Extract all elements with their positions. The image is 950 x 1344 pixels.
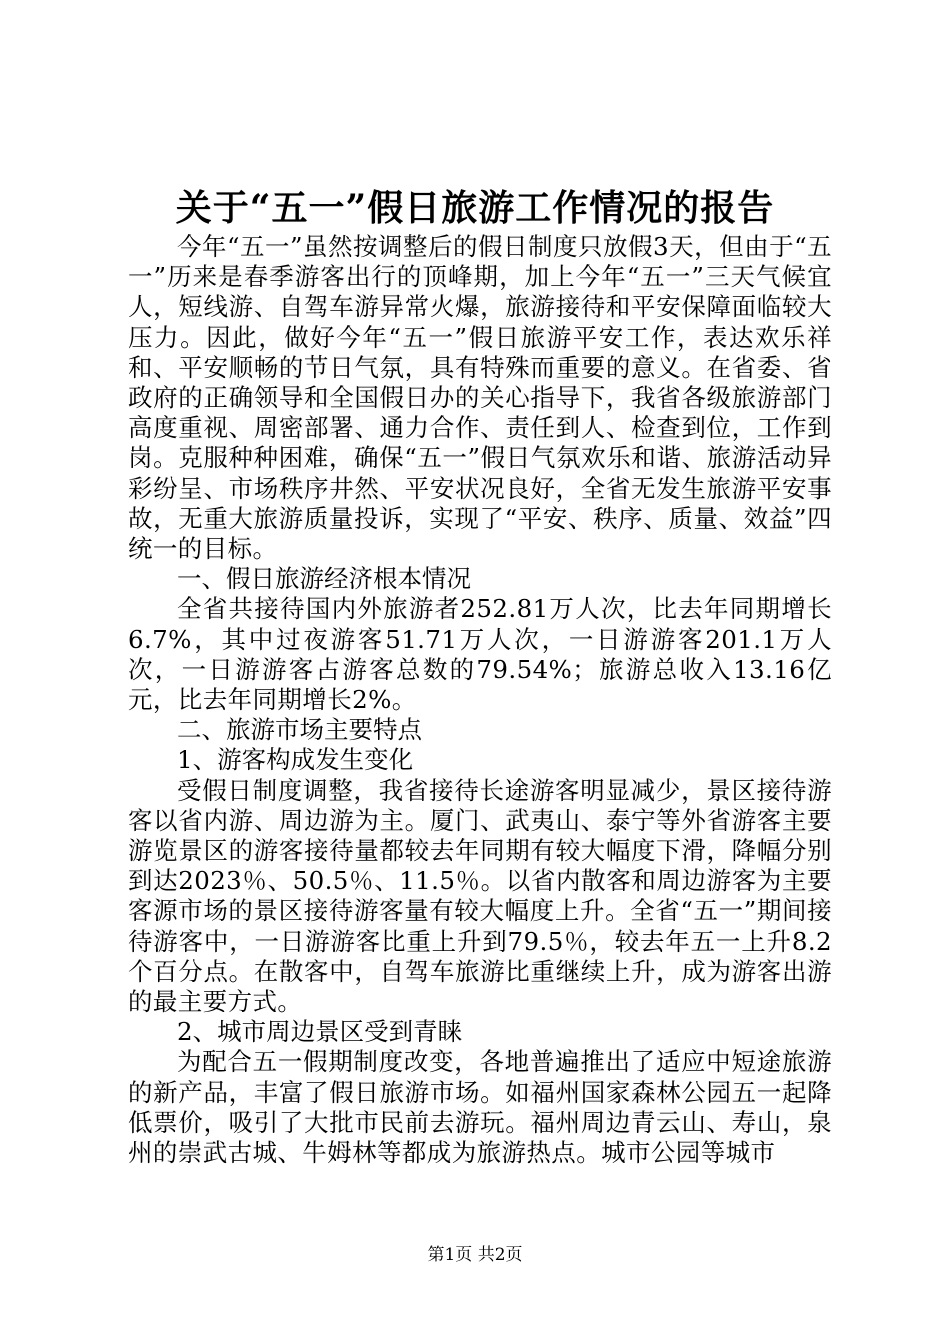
page-number-footer: 第1页 共2页 [427,1245,523,1265]
paragraph-city-scenic-spots: 为配合五一假期制度改变，各地普遍推出了适应中短途旅游的新产品，丰富了假日旅游市场。如福州国家森林公园五一起降低票价，吸引了大批市民前去游玩。福州周边青云山、寿山，泉州的崇武古城、牛姆林等都成为旅游热点。城市公园等城市 [128,1047,832,1168]
section-heading-1: 一、假日旅游经济根本情况 [177,564,471,594]
paragraph-statistics: 全省共接待国内外旅游者252.81万人次，比去年同期增长6.7%，其中过夜游客51.71万人次，一日游游客201.1万人次，一日游游客占游客总数的79.54%；旅游总收入13.16亿元，比去年同期增长2%。 [128,594,832,715]
document-title: 关于“五一”假日旅游工作情况的报告 [175,187,775,229]
paragraph-visitor-composition: 受假日制度调整，我省接待长途游客明显减少，景区接待游客以省内游、周边游为主。厦门、武夷山、泰宁等外省游客主要游览景区的游客接待量都较去年同期有较大幅度下滑，降幅分别到达2023％、50.5％、11.5％。以省内散客和周边游客为主要客源市场的景区接待游客量有较大幅度上升。全省“五一”期间接待游客中，一日游游客比重上升到79.5％，较去年五一上升8.2个百分点。在散客中，自驾车旅游比重继续上升，成为游客出游的最主要方式。 [128,775,832,1017]
paragraph-intro: 今年“五一”虽然按调整后的假日制度只放假3天，但由于“五一”历来是春季游客出行的顶峰期，加上今年“五一”三天气候宜人，短线游、自驾车游异常火爆，旅游接待和平安保障面临较大压力。因此，做好今年“五一”假日旅游平安工作，表达欢乐祥和、平安顺畅的节日气氛，具有特殊而重要的意义。在省委、省政府的正确领导和全国假日办的关心指导下，我省各级旅游部门高度重视、周密部署、通力合作、责任到人、检查到位，工作到岗。克服种种困难，确保“五一”假日气氛欢乐和谐、旅游活动异彩纷呈、市场秩序井然、平安状况良好，全省无发生旅游平安事故，无重大旅游质量投诉，实现了“平安、秩序、质量、效益”四统一的目标。 [128,232,832,564]
document-body [128,232,832,1168]
section-heading-2: 二、旅游市场主要特点 [177,715,422,745]
subsection-heading-1: 1、游客构成发生变化 [177,745,414,775]
subsection-heading-2: 2、城市周边景区受到青睐 [177,1017,463,1047]
